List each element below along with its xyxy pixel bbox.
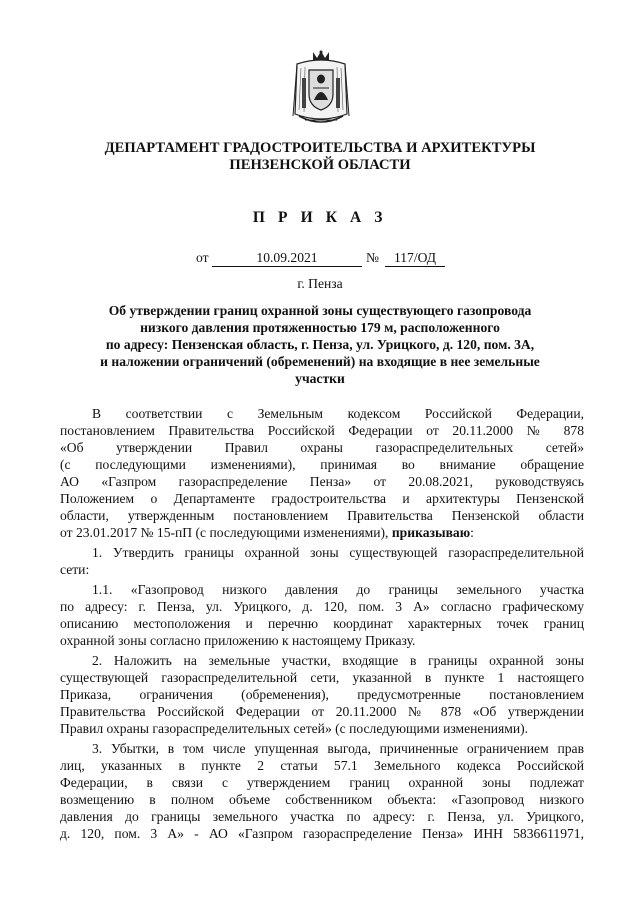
city-name: г. Пенза	[297, 276, 343, 291]
department-name-line1: ДЕПАРТАМЕНТ ГРАДОСТРОИТЕЛЬСТВА И АРХИТЕКТУРЫ	[104, 140, 536, 156]
order-title: П Р И К А З	[252, 209, 388, 226]
order-word: приказываю	[391, 525, 471, 540]
body-line: по адресу: г. Пенза, ул. Урицкого, д. 120, пом. 3 А» согласно графическому	[60, 599, 584, 614]
body-line-order	[60, 524, 584, 541]
body-line: «Об утверждении Правил охраны газораспределительных сетей»	[60, 440, 584, 455]
body-line: описанию местоположения и перечню координат характерных точек границ	[60, 616, 584, 631]
body-line: Правительства Российской Федерации от 20.11.2000 № 878 «Об утверждении	[60, 704, 584, 719]
subject-line: участки	[295, 371, 345, 386]
body-line: постановлением Правительства Российской Федерации от 20.11.2000 № 878	[60, 423, 584, 438]
body-line: 3. Убытки, в том числе упущенная выгода, причиненные ограничением прав	[92, 741, 584, 756]
body-line: 2. Наложить на земельные участки, входящие в границы охранной зоны	[92, 653, 584, 668]
date-label: от	[196, 250, 209, 265]
body-line: области, утвержденным постановлением Правительства Пензенской области	[60, 508, 584, 523]
department-name-line2: ПЕНЗЕНСКОЙ ОБЛАСТИ	[229, 157, 411, 173]
body-line: д. 120, пом. 3 А» - АО «Газпром газораспределение Пенза» ИНН 5836611971,	[60, 826, 584, 841]
order-date-number-line	[0, 250, 640, 268]
body-line: давления до границы земельного участка по адресу: г. Пенза, ул. Урицкого,	[60, 809, 584, 824]
subject-line: и наложении ограничений (обременений) на входящие в нее земельные	[100, 354, 540, 369]
body-line: АО «Газпром газораспределение Пенза» от 20.08.2021, руководствуясь	[60, 474, 584, 489]
body-line: Положением о Департаменте градостроительства и архитектуры Пензенской	[60, 491, 584, 506]
body-line: сети:	[60, 562, 90, 577]
body-line: В соответствии с Земельным кодексом Российской Федерации,	[92, 406, 584, 421]
body-line: существующей газораспределительной сети, указанной в пункте 1 настоящего	[60, 670, 584, 685]
body-line: Федерации, в связи с утверждением границ охранной зоны подлежат	[60, 775, 584, 790]
body-line: от 23.01.2017 № 15-пП (с последующими изменениями),	[60, 525, 389, 540]
body-line: Правил охраны газораспределительных сетей» (с последующими изменениями).	[60, 721, 529, 736]
subject-line: Об утверждении границ охранной зоны существующего газопровода	[108, 303, 532, 318]
body-line: охранной зоны согласно приложению к настоящему Приказу.	[60, 633, 416, 648]
body-line: Приказа, ограничения (обременения), предусмотренные постановлением	[60, 687, 584, 702]
order-number: 117/ОД	[385, 250, 445, 267]
body-line: возмещению в полном объеме собственником объекта: «Газопровод низкого	[60, 792, 584, 807]
subject-line: по адресу: Пензенская область, г. Пенза, ул. Урицкого, д. 120, пом. 3А,	[105, 337, 535, 352]
coat-of-arms-icon	[291, 50, 351, 128]
body-line: 1. Утвердить границы охранной зоны существующей газораспределительной	[92, 545, 584, 560]
body-line: 1.1. «Газопровод низкого давления до границы земельного участка	[92, 582, 584, 597]
order-date: 10.09.2021	[212, 250, 362, 267]
body-line: (с последующими изменениями), принимая во внимание обращение	[60, 457, 584, 472]
number-label: №	[366, 250, 379, 265]
subject-line: низкого давления протяженностью 179 м, расположенного	[140, 320, 500, 335]
order-word-suffix: :	[470, 525, 474, 540]
body-line: лиц, указанных в пункте 2 статьи 57.1 Земельного кодекса Российской	[60, 758, 584, 773]
